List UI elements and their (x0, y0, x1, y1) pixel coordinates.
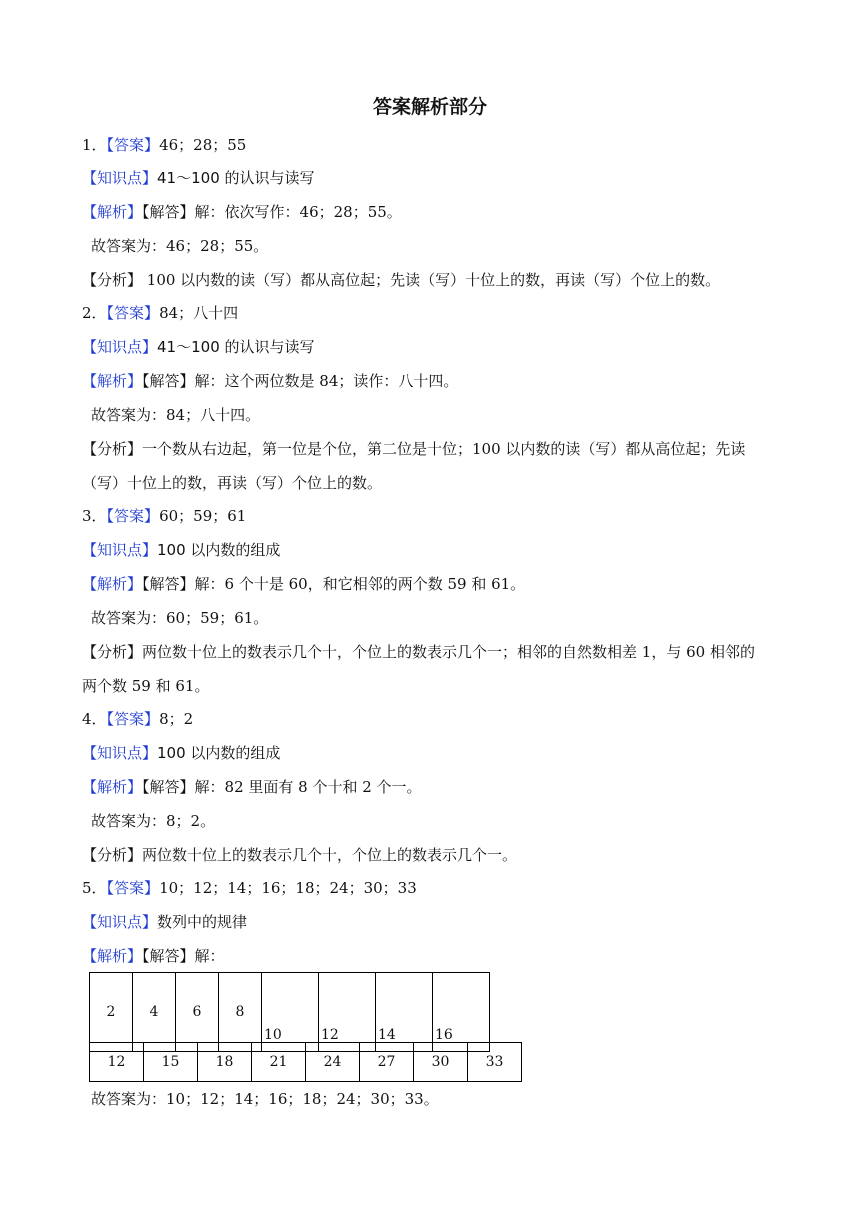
q1-analysis-line (82, 201, 402, 223)
solution-tag: 【解答】 (142, 372, 195, 390)
answer-tag: 【答案】 (106, 136, 160, 154)
q5-answer: 10；12；14；16；18；24；30；33 (159, 879, 417, 897)
reasoning-tag: 【分析】 (82, 271, 143, 289)
q2-knowledge: 41～100 的认识与读写 (157, 338, 315, 356)
q2-final-line (91, 404, 260, 426)
q3-solution: 解：6 个十是 60，和它相邻的两个数 59 和 61。 (194, 575, 526, 593)
q2-answer: 84；八十四 (159, 304, 239, 322)
table-cell: 14 (376, 973, 433, 1052)
table-cell: 2 (90, 973, 133, 1052)
table-cell: 10 (262, 973, 319, 1052)
knowledge-tag: 【知识点】 (82, 913, 158, 931)
table-cell: 27 (360, 1043, 414, 1082)
q3-reasoning-1: 两位数十位上的数表示几个十，个位上的数表示几个一；相邻的自然数相差 1，与 60 相邻的 (142, 643, 755, 661)
q3-knowledge: 100 以内数的组成 (157, 541, 281, 559)
analysis-tag: 【解析】 (82, 372, 143, 390)
sequence-table-top (89, 972, 490, 1052)
q5-analysis-line (82, 945, 225, 967)
q4-answer-line (82, 708, 193, 730)
reasoning-tag: 【分析】 (82, 440, 143, 458)
table-cell: 15 (144, 1043, 198, 1082)
solution-tag: 【解答】 (142, 575, 195, 593)
q4-reasoning: 两位数十位上的数表示几个十，个位上的数表示几个一。 (142, 846, 518, 864)
q5-knowledge-line (82, 911, 247, 933)
q4-answer: 8；2 (159, 710, 194, 728)
q2-reasoning-2: （写）十位上的数，再读（写）个位上的数。 (82, 474, 383, 492)
so-label: 故答案为： (91, 237, 167, 255)
table-cell: 21 (252, 1043, 306, 1082)
q4-final-line (91, 810, 215, 832)
table-cell: 12 (90, 1043, 144, 1082)
answer-tag: 【答案】 (106, 710, 160, 728)
q5-final-line (91, 1088, 439, 1110)
so-label: 故答案为： (91, 1090, 167, 1108)
table-cell: 16 (433, 973, 490, 1052)
answer-tag: 【答案】 (106, 879, 160, 897)
table-cell: 12 (319, 973, 376, 1052)
table-row (90, 1043, 522, 1082)
q2-solution: 解：这个两位数是 84；读作：八十四。 (194, 372, 459, 390)
q1-number: 1． (82, 136, 107, 154)
q3-answer-line (82, 505, 246, 527)
q3-reasoning-line (82, 641, 755, 663)
answer-tag: 【答案】 (106, 507, 160, 525)
so-label: 故答案为： (91, 812, 167, 830)
solution-tag: 【解答】 (142, 947, 195, 965)
analysis-tag: 【解析】 (82, 778, 143, 796)
q2-knowledge-line (82, 336, 315, 358)
knowledge-tag: 【知识点】 (82, 744, 158, 762)
q1-reasoning-line (82, 269, 720, 291)
q3-reasoning-2: 两个数 59 和 61。 (82, 677, 210, 695)
q3-final: 60；59；61。 (166, 609, 269, 627)
reasoning-tag: 【分析】 (82, 643, 143, 661)
knowledge-tag: 【知识点】 (82, 169, 158, 187)
table-cell: 8 (219, 973, 262, 1052)
q3-number: 3． (82, 507, 107, 525)
q1-knowledge-line (82, 167, 315, 189)
q1-knowledge: 41～100 的认识与读写 (157, 169, 315, 187)
so-label: 故答案为： (91, 609, 167, 627)
solution-tag: 【解答】 (142, 203, 195, 221)
q4-analysis-line (82, 776, 422, 798)
table-row (90, 973, 490, 1052)
q5-solution: 解： (194, 947, 225, 965)
q1-reasoning: 100 以内数的读（写）都从高位起；先读（写）十位上的数，再读（写）个位上的数。 (142, 271, 721, 289)
q3-reasoning-line-2 (82, 675, 209, 697)
analysis-tag: 【解析】 (82, 203, 143, 221)
answer-tag: 【答案】 (106, 304, 160, 322)
q4-solution: 解：82 里面有 8 个十和 2 个一。 (194, 778, 422, 796)
knowledge-tag: 【知识点】 (82, 338, 158, 356)
q2-reasoning-line (82, 438, 745, 460)
q5-answer-line (82, 877, 417, 899)
q4-knowledge: 100 以内数的组成 (157, 744, 281, 762)
q4-number: 4． (82, 710, 107, 728)
page-title: 答案解析部分 (372, 96, 487, 118)
q3-analysis-line (82, 573, 525, 595)
q5-final: 10；12；14；16；18；24；30；33。 (166, 1090, 439, 1108)
so-label: 故答案为： (91, 406, 167, 424)
q3-knowledge-line (82, 539, 280, 561)
table-cell: 30 (414, 1043, 468, 1082)
q1-final: 46；28；55。 (166, 237, 269, 255)
q2-number: 2． (82, 304, 107, 322)
q2-answer-line (82, 302, 238, 324)
table-cell: 6 (176, 973, 219, 1052)
q2-reasoning-line-2 (82, 472, 382, 494)
q4-final: 8；2。 (166, 812, 216, 830)
q3-final-line (91, 607, 268, 629)
table-cell: 33 (468, 1043, 522, 1082)
q1-answer: 46；28；55 (159, 136, 247, 154)
sequence-table-bottom (89, 1042, 522, 1082)
analysis-tag: 【解析】 (82, 947, 143, 965)
q1-final-line (91, 235, 268, 257)
q5-knowledge: 数列中的规律 (157, 913, 248, 931)
reasoning-tag: 【分析】 (82, 846, 143, 864)
q3-answer: 60；59；61 (159, 507, 247, 525)
knowledge-tag: 【知识点】 (82, 541, 158, 559)
q5-number: 5． (82, 879, 107, 897)
q2-reasoning-1: 一个数从右边起，第一位是个位，第二位是十位；100 以内数的读（写）都从高位起；先读 (142, 440, 746, 458)
table-cell: 24 (306, 1043, 360, 1082)
q4-knowledge-line (82, 742, 280, 764)
solution-tag: 【解答】 (142, 778, 195, 796)
q1-solution: 解：依次写作：46；28；55。 (194, 203, 402, 221)
q1-answer-line (82, 134, 246, 156)
q2-analysis-line (82, 370, 458, 392)
q2-final: 84；八十四。 (166, 406, 261, 424)
table-cell: 18 (198, 1043, 252, 1082)
q4-reasoning-line (82, 844, 517, 866)
analysis-tag: 【解析】 (82, 575, 143, 593)
table-cell: 4 (133, 973, 176, 1052)
